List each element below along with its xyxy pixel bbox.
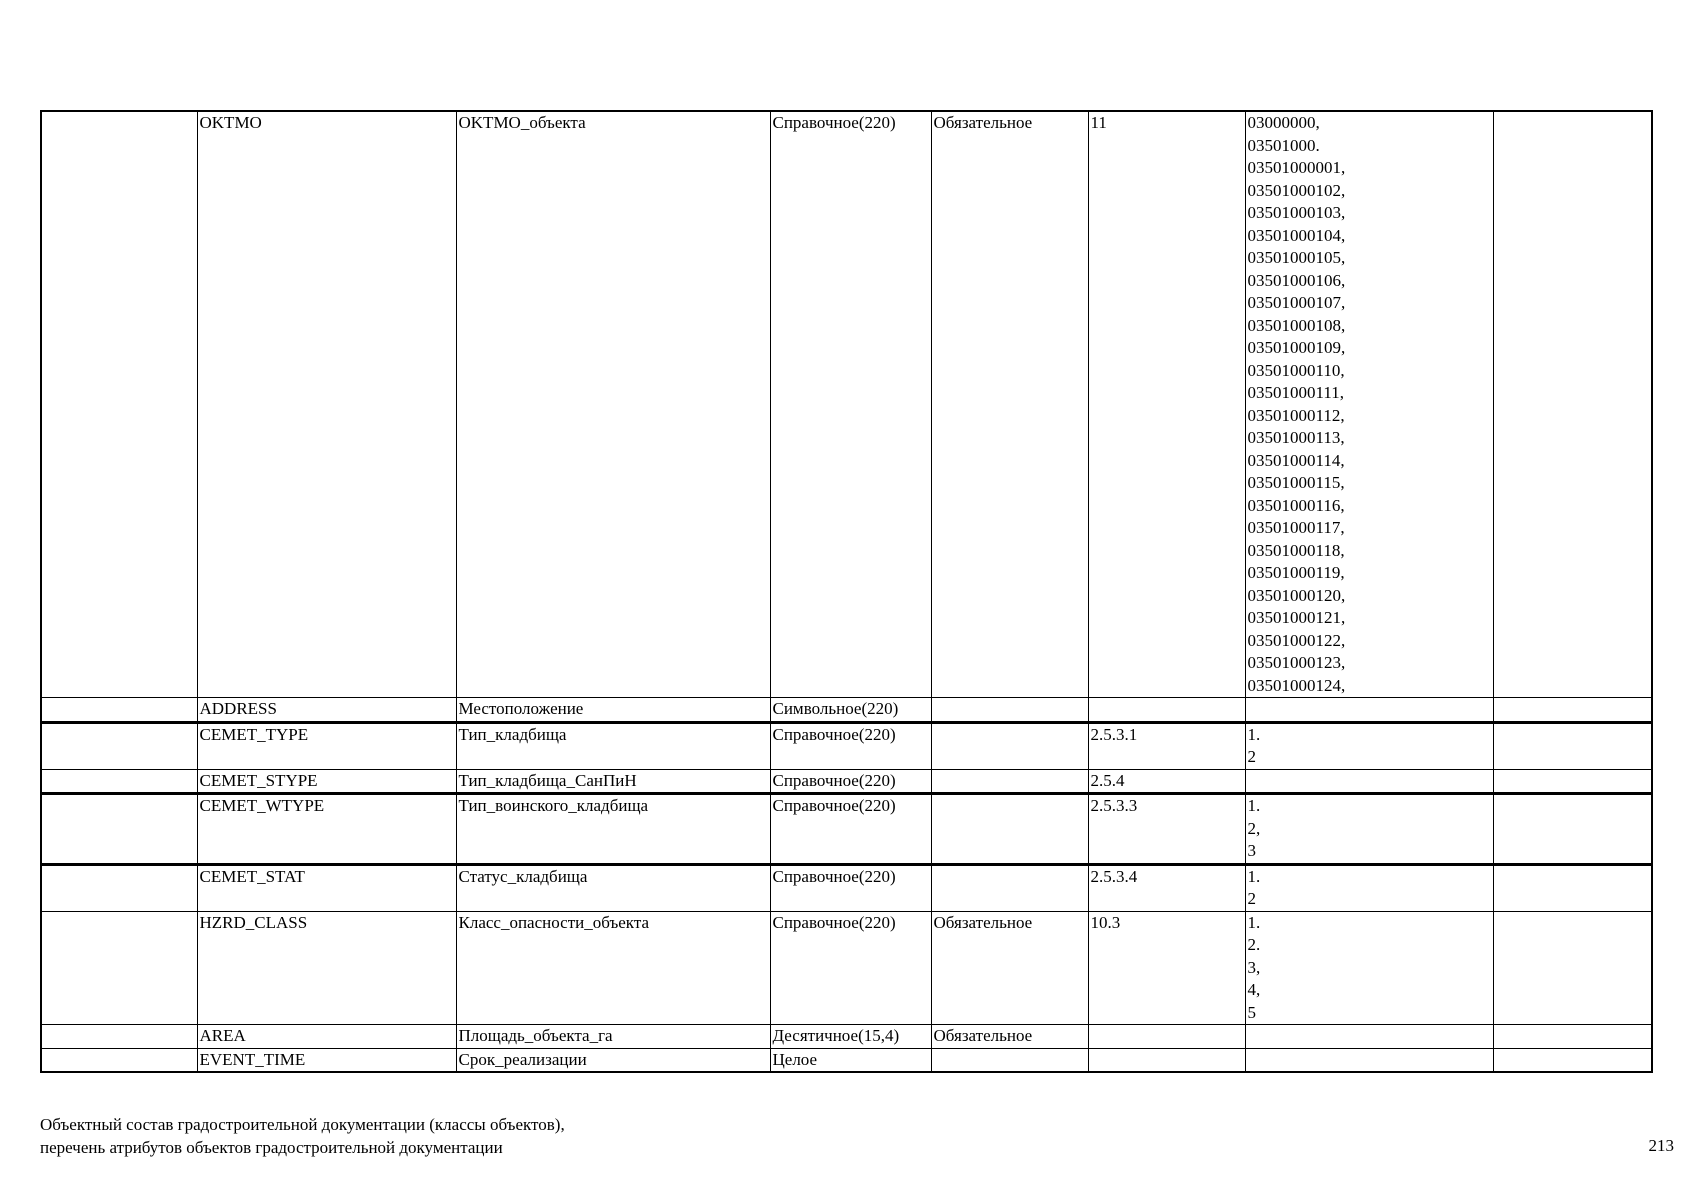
- cell-type: Справочное(220): [770, 769, 931, 794]
- cell-group: [41, 698, 197, 723]
- table-row: [41, 722, 1652, 769]
- footer-line-2: перечень атрибутов объектов градостроительной документации: [40, 1138, 503, 1157]
- cell-ref: 11: [1088, 111, 1245, 698]
- cell-values: [1245, 722, 1493, 769]
- cell-required: [931, 769, 1088, 794]
- cell-name: Тип_кладбища_СанПиН: [456, 769, 770, 794]
- cell-values: [1245, 1048, 1493, 1072]
- cell-ref: [1088, 1025, 1245, 1049]
- cell-values: [1245, 1025, 1493, 1049]
- cell-note: [1493, 794, 1652, 865]
- cell-type: Справочное(220): [770, 911, 931, 1025]
- cell-values: [1245, 698, 1493, 723]
- value-item: 3,: [1247, 957, 1261, 977]
- cell-code: EVENT_TIME: [197, 1048, 456, 1072]
- cell-name: Тип_воинского_кладбища: [456, 794, 770, 865]
- cell-ref: 10.3: [1088, 911, 1245, 1025]
- footer-line-1: Объектный состав градостроительной документации (классы объектов),: [40, 1115, 565, 1134]
- cell-name: Местоположение: [456, 698, 770, 723]
- cell-group: [41, 864, 197, 911]
- value-item: 03501000124,: [1247, 675, 1346, 695]
- value-item: 03501000115,: [1247, 473, 1345, 492]
- value-item: 1.: [1247, 912, 1261, 932]
- cell-required: [931, 722, 1088, 769]
- value-item: 03501000110,: [1247, 360, 1345, 380]
- table-row: [41, 698, 1652, 723]
- cell-note: [1493, 1025, 1652, 1049]
- footer-note: [40, 1113, 565, 1159]
- table-row: [41, 1025, 1652, 1049]
- value-item: 2.: [1247, 935, 1261, 954]
- cell-values: [1245, 864, 1493, 911]
- value-item: 03501000107,: [1247, 293, 1346, 312]
- cell-group: [41, 1025, 197, 1049]
- value-item: 2: [1247, 747, 1256, 766]
- page-number: 213: [1648, 1136, 1674, 1155]
- cell-note: [1493, 864, 1652, 911]
- cell-code: CEMET_STYPE: [197, 769, 456, 794]
- value-item: 03501000116,: [1247, 495, 1345, 515]
- value-item: 03501000114,: [1247, 450, 1345, 470]
- value-item: 03501000120,: [1247, 585, 1346, 605]
- value-item: 1.: [1247, 796, 1261, 815]
- cell-note: [1493, 111, 1652, 698]
- value-item: 4,: [1247, 980, 1261, 999]
- table-row: [41, 1048, 1652, 1072]
- cell-required: Обязательное: [931, 1025, 1088, 1049]
- table-row: [41, 864, 1652, 911]
- cell-code: CEMET_WTYPE: [197, 794, 456, 865]
- value-item: 03501000118,: [1247, 540, 1345, 560]
- value-item: 03501000121,: [1247, 608, 1346, 627]
- cell-group: [41, 1048, 197, 1072]
- cell-type: Десятичное(15,4): [770, 1025, 931, 1049]
- cell-ref: [1088, 698, 1245, 723]
- value-item: 03501000.: [1247, 135, 1320, 155]
- cell-name: Срок_реализации: [456, 1048, 770, 1072]
- cell-code: OKTMO: [197, 111, 456, 698]
- value-item: 03501000102,: [1247, 180, 1346, 200]
- value-item: 5: [1247, 1002, 1256, 1022]
- value-item: 03501000106,: [1247, 270, 1346, 290]
- table-row: [41, 769, 1652, 794]
- table-row: [41, 111, 1652, 698]
- value-item: 03501000109,: [1247, 338, 1346, 357]
- cell-required: [931, 864, 1088, 911]
- value-item: 03000000,: [1247, 113, 1320, 132]
- cell-note: [1493, 1048, 1652, 1072]
- cell-type: Справочное(220): [770, 794, 931, 865]
- value-item: 03501000117,: [1247, 518, 1345, 537]
- cell-code: CEMET_STAT: [197, 864, 456, 911]
- cell-ref: 2.5.3.4: [1088, 864, 1245, 911]
- value-item: 1.: [1247, 866, 1261, 886]
- value-item: 03501000112,: [1247, 405, 1345, 425]
- cell-group: [41, 111, 197, 698]
- cell-note: [1493, 722, 1652, 769]
- value-item: 03501000113,: [1247, 428, 1345, 447]
- cell-ref: 2.5.3.1: [1088, 722, 1245, 769]
- value-item: 03501000122,: [1247, 630, 1346, 650]
- cell-note: [1493, 911, 1652, 1025]
- value-item: 03501000001,: [1247, 158, 1346, 177]
- cell-values: [1245, 111, 1493, 698]
- cell-name: Статус_кладбища: [456, 864, 770, 911]
- table-row: [41, 794, 1652, 865]
- cell-group: [41, 911, 197, 1025]
- cell-type: Символьное(220): [770, 698, 931, 723]
- cell-code: ADDRESS: [197, 698, 456, 723]
- value-item: 03501000103,: [1247, 203, 1346, 222]
- cell-group: [41, 794, 197, 865]
- cell-values: [1245, 769, 1493, 794]
- cell-type: Справочное(220): [770, 722, 931, 769]
- value-item: 03501000111,: [1247, 383, 1344, 402]
- cell-code: CEMET_TYPE: [197, 722, 456, 769]
- table-row: [41, 911, 1652, 1025]
- cell-values: [1245, 911, 1493, 1025]
- table-body: [41, 111, 1652, 1072]
- cell-type: Справочное(220): [770, 864, 931, 911]
- cell-name: Класс_опасности_объекта: [456, 911, 770, 1025]
- cell-required: [931, 1048, 1088, 1072]
- value-item: 3: [1247, 841, 1256, 860]
- cell-required: Обязательное: [931, 911, 1088, 1025]
- cell-group: [41, 769, 197, 794]
- cell-name: OKTMO_объекта: [456, 111, 770, 698]
- value-item: 03501000104,: [1247, 225, 1346, 245]
- cell-note: [1493, 769, 1652, 794]
- value-item: 2,: [1247, 818, 1261, 838]
- cell-name: Тип_кладбища: [456, 722, 770, 769]
- cell-code: AREA: [197, 1025, 456, 1049]
- cell-required: Обязательное: [931, 111, 1088, 698]
- cell-group: [41, 722, 197, 769]
- cell-ref: 2.5.3.3: [1088, 794, 1245, 865]
- value-item: 2: [1247, 889, 1256, 908]
- cell-ref: 2.5.4: [1088, 769, 1245, 794]
- value-item: 03501000105,: [1247, 248, 1346, 267]
- cell-required: [931, 698, 1088, 723]
- value-item: 1.: [1247, 724, 1261, 744]
- cell-code: HZRD_CLASS: [197, 911, 456, 1025]
- value-item: 03501000119,: [1247, 563, 1345, 582]
- value-item: 03501000108,: [1247, 315, 1346, 335]
- cell-type: Целое: [770, 1048, 931, 1072]
- cell-required: [931, 794, 1088, 865]
- cell-name: Площадь_объекта_га: [456, 1025, 770, 1049]
- value-item: 03501000123,: [1247, 653, 1346, 672]
- cell-values: [1245, 794, 1493, 865]
- cell-note: [1493, 698, 1652, 723]
- cell-ref: [1088, 1048, 1245, 1072]
- cell-type: Справочное(220): [770, 111, 931, 698]
- attribute-table: [40, 110, 1653, 1073]
